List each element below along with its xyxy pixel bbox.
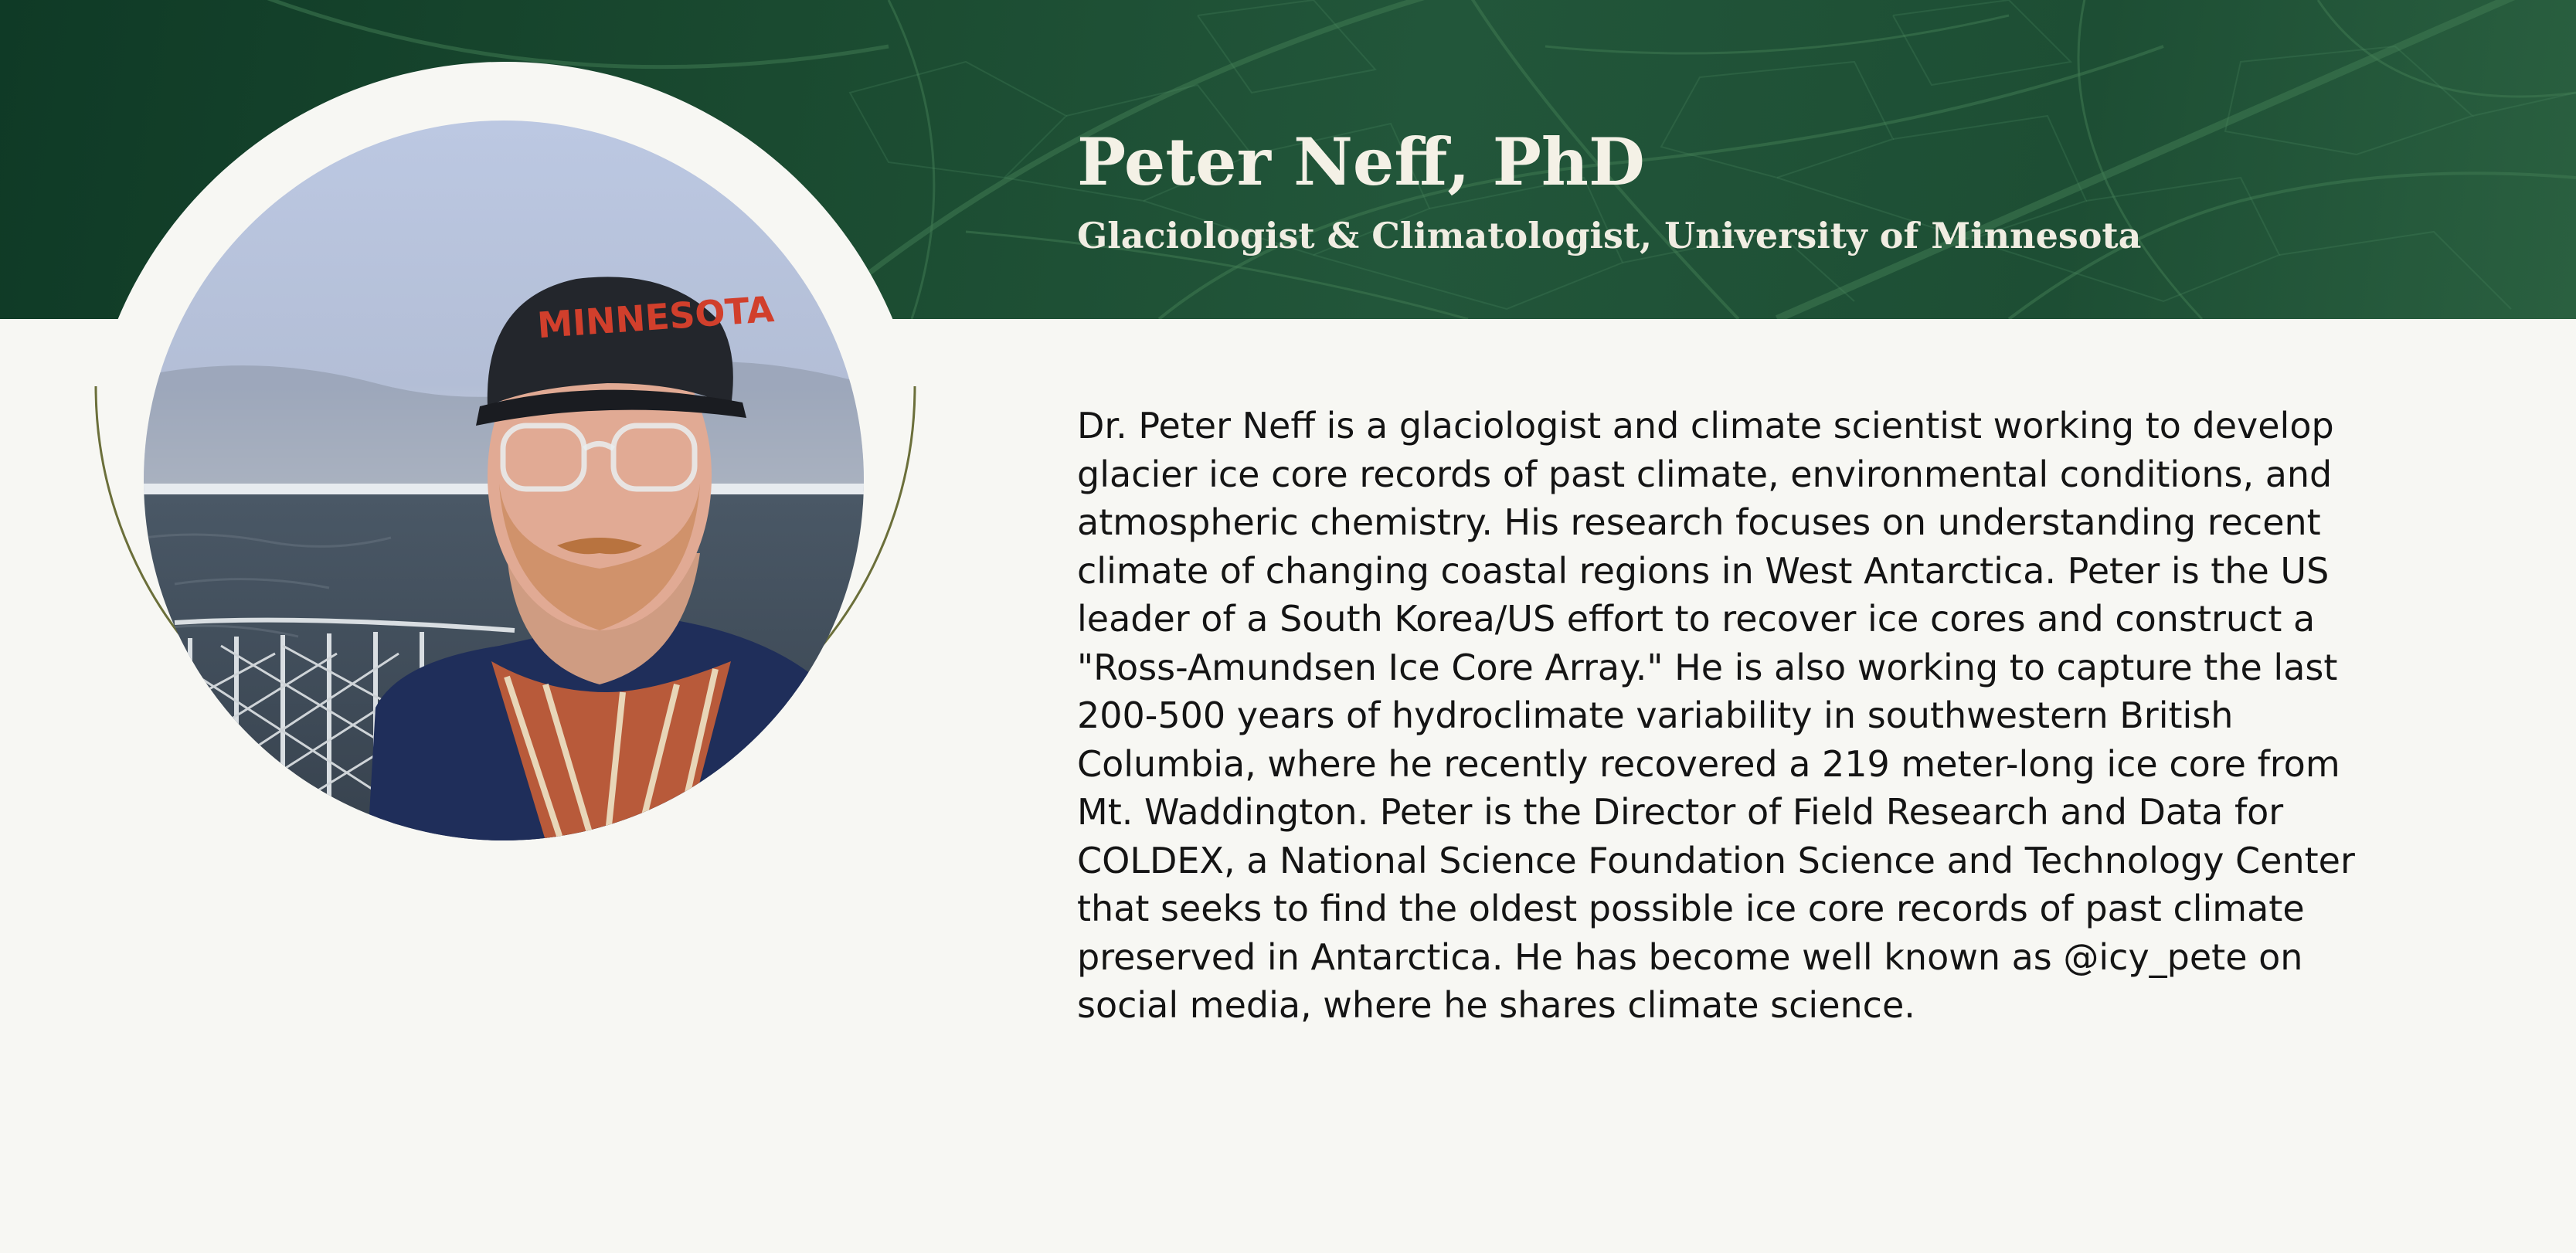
page-title: Peter Neff, PhD xyxy=(1077,124,1645,200)
svg-text:MINNESOTA: MINNESOTA xyxy=(535,287,776,347)
page-subtitle: Glaciologist & Climatologist, University of Minnesota xyxy=(1077,215,2142,256)
profile-photo xyxy=(144,121,864,840)
bio-text: Dr. Peter Neff is a glaciologist and climate scientist working to develop glacier ice core records of past climate, environmental conditions, and atmospheric chemistry. His research focuses on understanding recent climate of changing coastal regions in West Antarctica. Peter is the US leader of a South Korea/US effort to recover ice cores and construct a "Ross-Amundsen Ice Core Array." He is also working to capture the last 200-500 years of hydroclimate variability in southwestern British Columbia, where he recently recovered a 219 meter-long ice core from Mt. Waddington. Peter is the Director of Field Research and Data for COLDEX, a National Science Foundation Science and Technology Center that seeks to find the oldest possible ice core records of past climate preserved in Antarctica. He has become well known as @icy_pete on social media, where he shares climate science. xyxy=(1077,405,2355,1026)
